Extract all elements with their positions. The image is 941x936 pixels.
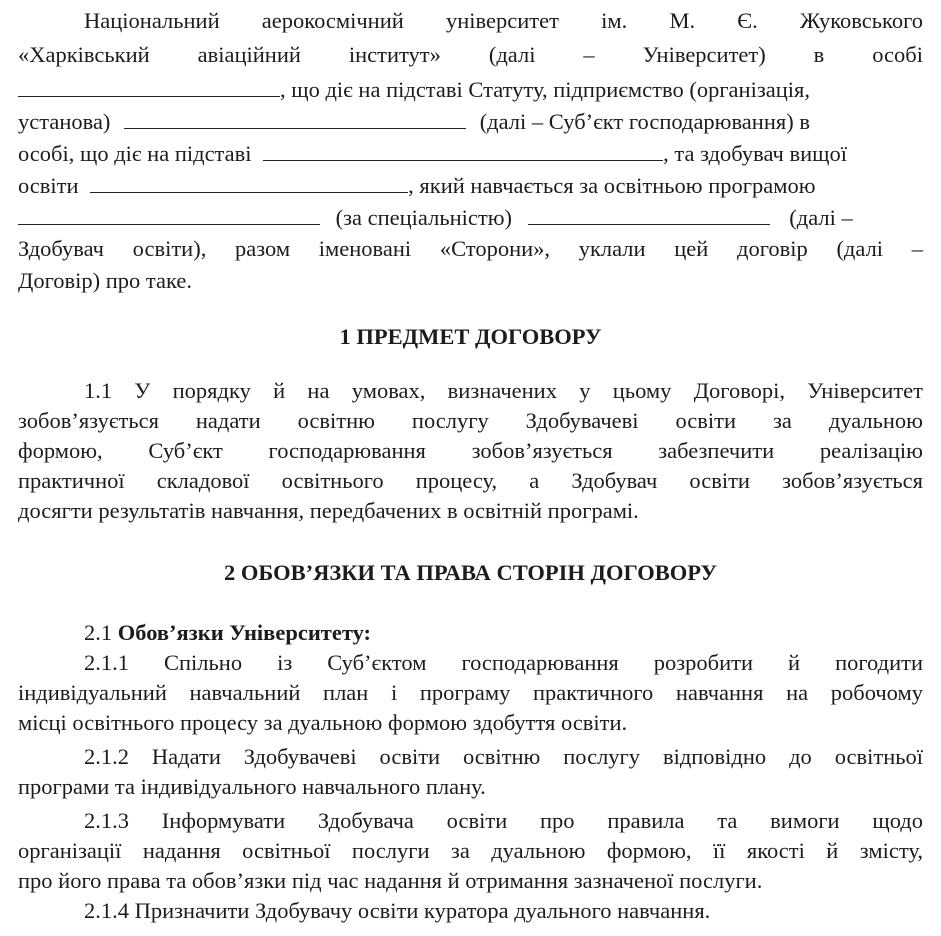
- item-2-1-3-line-1: 2.1.3 Інформувати Здобувача освіти про правила та вимоги щодо: [84, 808, 923, 833]
- section-1-p1-line-2: зобов’язується надати освітню послугу Здобувачеві освіти за дуальною: [18, 408, 923, 433]
- blank-field-basis[interactable]: [263, 140, 663, 161]
- preamble-line-3-text: , що діє на підставі Статуту, підприємство (організація,: [280, 77, 810, 102]
- preamble-line-4: [18, 108, 923, 134]
- item-2-1-1-line-1: 2.1.1 Спільно із Суб’єктом господарювання розробити й погодити: [84, 650, 923, 675]
- preamble-line-7-end: (далі –: [789, 205, 853, 230]
- blank-field-enterprise[interactable]: [124, 108, 466, 129]
- preamble-line-6-end: , який навчається за освітньою програмою: [408, 173, 816, 198]
- preamble-line-4-start: установа): [18, 109, 111, 134]
- item-2-1-3-line-2: організації надання освітньої послуги за дуальною формою, її якості й змісту,: [18, 838, 923, 863]
- preamble-line-6-start: освіти: [18, 173, 79, 198]
- section-1-p1-line-1: 1.1 У порядку й на умовах, визначених у цьому Договорі, Університет: [84, 378, 923, 403]
- section-2-title: 2 ОБОВ’ЯЗКИ ТА ПРАВА СТОРІН ДОГОВОРУ: [223, 560, 718, 585]
- preamble-line-2: «Харківський авіаційний інститут» (далі – Університет) в особі: [18, 42, 923, 67]
- preamble-line-1: Національний аерокосмічний університет ім. М. Є. Жуковського: [84, 8, 923, 33]
- preamble-line-4-end: (далі – Суб’єкт господарювання) в: [479, 109, 810, 134]
- item-2-1-1-line-2: індивідуальний навчальний план і програму практичного навчання на робочому: [18, 680, 923, 705]
- item-2-1-1-line-3: місці освітнього процесу за дуальною формою здобуття освіти.: [18, 710, 628, 735]
- blank-field-student[interactable]: [90, 172, 408, 193]
- subsection-2-1-title: Обов’язки Університету:: [117, 620, 372, 645]
- item-2-1-2-line-2: програми та індивідуального навчального плану.: [18, 774, 486, 799]
- subsection-2-1-heading: [84, 620, 923, 646]
- blank-field-specialty[interactable]: [528, 204, 770, 225]
- preamble-line-3: [18, 76, 923, 102]
- preamble-line-7: [18, 204, 923, 230]
- preamble-line-5-start: особі, що діє на підставі: [18, 141, 252, 166]
- subsection-2-1-number: 2.1: [84, 620, 113, 645]
- preamble-line-5: [18, 140, 923, 166]
- section-1-p1-line-5: досягти результатів навчання, передбачених в освітній програмі.: [18, 498, 639, 523]
- preamble-line-6: [18, 172, 923, 198]
- blank-field-representative[interactable]: [18, 76, 280, 97]
- preamble-line-7-middle: (за спеціальністю): [335, 205, 513, 230]
- section-1-title: 1 ПРЕДМЕТ ДОГОВОРУ: [339, 324, 602, 349]
- item-2-1-4-line-1: 2.1.4 Призначити Здобувачу освіти куратора дуального навчання.: [84, 898, 711, 923]
- item-2-1-2-line-1: 2.1.2 Надати Здобувачеві освіти освітню послугу відповідно до освітньої: [84, 744, 923, 769]
- preamble-line-8: Здобувач освіти), разом іменовані «Сторони», уклали цей договір (далі –: [18, 236, 923, 261]
- section-1-p1-line-4: практичної складової освітнього процесу, а Здобувач освіти зобов’язується: [18, 468, 923, 493]
- section-1-p1-line-3: формою, Суб’єкт господарювання зобов’язується забезпечити реалізацію: [18, 438, 923, 463]
- preamble-line-5-end: , та здобувач вищої: [663, 141, 847, 166]
- item-2-1-3-line-3: про його права та обов’язки під час надання й отримання зазначеної послуги.: [18, 868, 763, 893]
- blank-field-program[interactable]: [18, 204, 320, 225]
- preamble-line-9: Договір) про таке.: [18, 268, 193, 293]
